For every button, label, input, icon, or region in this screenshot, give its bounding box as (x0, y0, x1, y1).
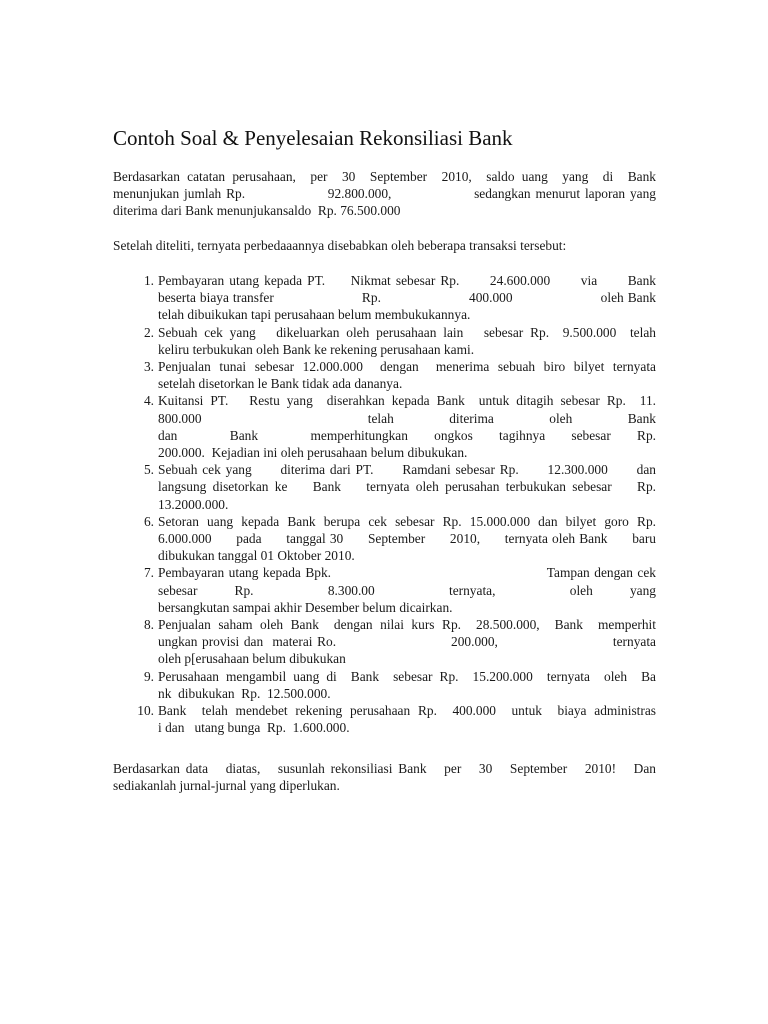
closing-paragraph (113, 760, 656, 794)
transaction-line: oleh p[erusahaan belum dibukukan (158, 651, 346, 667)
transaction-list (113, 272, 656, 736)
transactions-lead-in: Setelah diteliti, ternyata perbedaaannya disebabkan oleh beberapa transaksi tersebut: (113, 238, 567, 253)
transaction-line: bersangkutan sampai akhir Desember belum dicairkan. (158, 599, 453, 615)
transaction-line: Kuitansi PT. Restu yang diserahkan kepada Bank untuk ditagih sebesar Rp. 11. (158, 393, 656, 409)
transaction-number: 4. (143, 393, 154, 409)
closing-line: Berdasarkan data diatas, susunlah rekonsiliasi Bank per 30 September 2010! Dan (113, 761, 656, 776)
intro-line: menunjukan jumlah Rp. 92.800.000, sedangkan menurut laporan yang (113, 186, 656, 202)
transaction-line: Sebuah cek yang dikeluarkan oleh perusahaan lain sebesar Rp. 9.500.000 telah (158, 324, 656, 340)
transaction-number: 9. (143, 668, 154, 684)
transaction-line: 13.2000.000. (158, 496, 229, 512)
transaction-line: Penjualan tunai sebesar 12.000.000 dengan menerima sebuah biro bilyet ternyata (158, 359, 656, 375)
transaction-line: telah dibuikukan tapi perusahaan belum membukukannya. (158, 307, 471, 323)
transaction-number: 1. (143, 273, 154, 288)
transaction-line: nk dibukukan Rp. 12.500.000. (158, 685, 331, 701)
transaction-item (113, 668, 656, 702)
transaction-item (113, 272, 656, 324)
transaction-number: 8. (143, 617, 154, 633)
transaction-line: setelah disetorkan le Bank tidak ada dananya. (158, 376, 403, 392)
transaction-number: 5. (143, 462, 154, 478)
transaction-item (113, 616, 656, 668)
transaction-line: i dan utang bunga Rp. 1.600.000. (158, 720, 350, 736)
transaction-number: 10. (137, 703, 154, 719)
transaction-item (113, 513, 656, 565)
transaction-line: Bank telah mendebet rekening perusahaan Rp. 400.000 untuk biaya administras (158, 703, 656, 719)
transaction-item (113, 702, 656, 736)
transaction-line: dan Bank memperhitungkan ongkos tagihnya sebesar Rp. (158, 427, 656, 443)
transaction-line: keliru terbukukan oleh Bank ke rekening perusahaan kami. (158, 341, 475, 357)
transaction-line: Perusahaan mengambil uang di Bank sebesar Rp. 15.200.000 ternyata oleh Ba (158, 668, 656, 684)
transaction-line: Sebuah cek yang diterima dari PT. Ramdani sebesar Rp. 12.300.000 dan (158, 462, 656, 478)
intro-line: Berdasarkan catatan perusahaan, per 30 September 2010, saldo uang yang di Bank (113, 169, 656, 184)
transaction-number: 7. (143, 565, 154, 581)
transaction-item (113, 392, 656, 461)
transaction-item (113, 358, 656, 392)
transaction-number: 6. (143, 513, 154, 529)
transaction-line: 800.000 telah diterima oleh Bank (158, 410, 656, 426)
transaction-line: sebesar Rp. 8.300.00 ternyata, oleh yang (158, 582, 656, 598)
transaction-line: Setoran uang kepada Bank berupa cek sebesar Rp. 15.000.000 dan bilyet goro Rp. (158, 513, 656, 529)
transaction-line: ungkan provisi dan materai Ro. 200.000, ternyata (158, 634, 656, 650)
intro-line: diterima dari Bank menunjukansaldo Rp. 76.500.000 (113, 203, 401, 219)
transaction-line: 6.000.000 pada tanggal 30 September 2010, ternyata oleh Bank baru (158, 531, 656, 547)
transaction-line: 200.000. Kejadian ini oleh perusahaan belum dibukukan. (158, 445, 468, 461)
document-title: Contoh Soal & Penyelesaian Rekonsiliasi Bank (113, 126, 513, 150)
transaction-number: 3. (143, 359, 154, 375)
intro-paragraph (113, 168, 656, 220)
transaction-line: Penjualan saham oleh Bank dengan nilai kurs Rp. 28.500.000, Bank memperhit (158, 617, 656, 633)
closing-line: sediakanlah jurnal-jurnal yang diperlukan. (113, 778, 340, 794)
transaction-line: dibukukan tanggal 01 Oktober 2010. (158, 548, 355, 564)
transaction-line: beserta biaya transfer Rp. 400.000 oleh Bank (158, 290, 656, 306)
transaction-item (113, 461, 656, 513)
transaction-line: Pembayaran utang kepada Bpk. Tampan dengan cek (158, 565, 656, 581)
transaction-line: Pembayaran utang kepada PT. Nikmat sebesar Rp. 24.600.000 via Bank (158, 273, 656, 288)
transaction-item (113, 324, 656, 358)
transaction-number: 2. (143, 324, 154, 340)
transaction-item (113, 564, 656, 616)
transaction-line: langsung disetorkan ke Bank ternyata oleh perusahan terbukukan sebesar Rp. (158, 479, 656, 495)
